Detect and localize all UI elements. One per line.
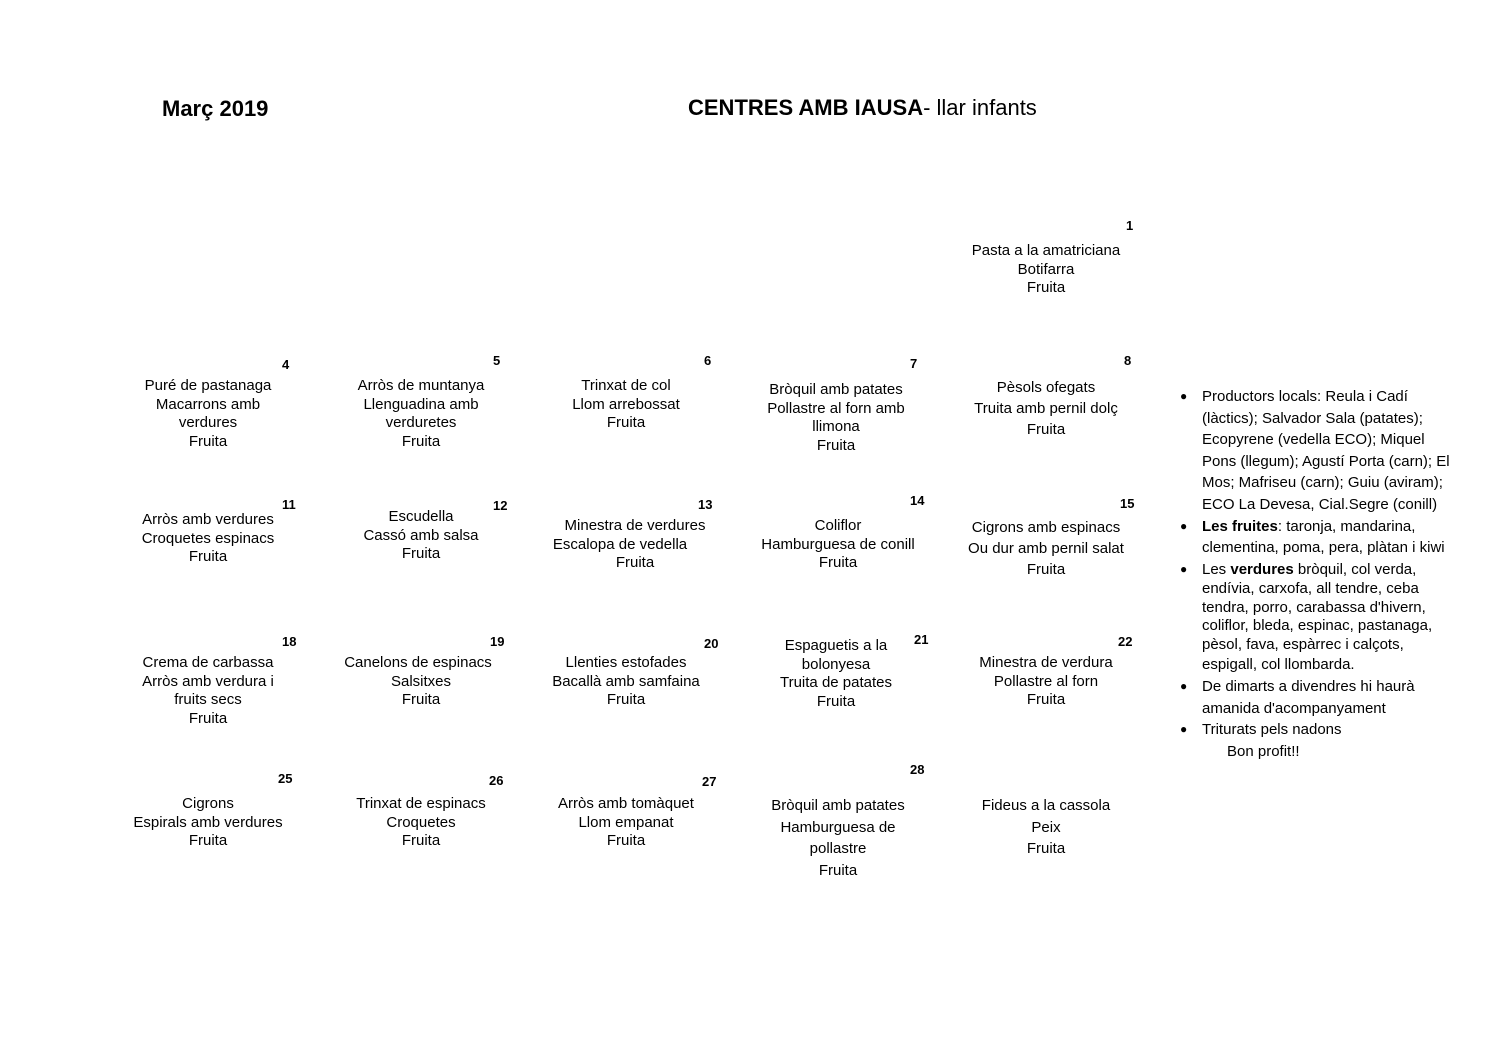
day-number: 21 (914, 632, 929, 647)
menu-line: Bròquil amb patates (771, 797, 905, 814)
day-number: 22 (1118, 634, 1133, 649)
menu-lines (946, 654, 1146, 710)
day-number: 11 (282, 497, 296, 512)
menu-line: Espaguetis a la (784, 637, 888, 654)
day-1-cell (946, 218, 1146, 348)
menu-lines (946, 377, 1146, 440)
day-number: 7 (910, 356, 918, 371)
day-number: 15 (1120, 496, 1135, 511)
note-text: bròquil, col verda, (1293, 560, 1417, 578)
menu-line: Fideus a la cassola (981, 797, 1111, 814)
day-19-cell (318, 634, 518, 764)
day-number: 12 (493, 498, 508, 513)
menu-line: Trinxat de col (581, 377, 671, 394)
note-local-producers (1180, 386, 1480, 516)
day-22-cell (946, 634, 1146, 764)
menu-line: Arròs amb tomàquet (558, 795, 694, 812)
day-number: 25 (278, 771, 293, 786)
menu-lines (526, 377, 726, 433)
day-number: 19 (490, 634, 505, 649)
menu-lines (321, 377, 521, 451)
day-11-cell (108, 497, 308, 627)
bullet-icon: ● (1180, 561, 1188, 576)
day-21-cell (736, 632, 936, 762)
menu-line: Botifarra (1017, 260, 1075, 278)
day-29-cell (946, 771, 1146, 901)
day-26-cell (321, 773, 521, 903)
menu-line: fruits secs (174, 691, 242, 708)
menu-lines (108, 377, 308, 451)
menu-line: Fruita (188, 432, 228, 450)
menu-line: Pasta a la amatriciana (971, 242, 1121, 259)
menu-line: Canelons de espinacs (344, 654, 492, 671)
menu-lines (321, 508, 521, 564)
menu-lines (108, 795, 308, 851)
day-18-cell (108, 634, 308, 764)
menu-line: Arròs amb verdures (142, 511, 274, 528)
note-bold: verdures (1230, 560, 1294, 578)
day-5-cell (321, 353, 521, 483)
note-line: (làctics); Salvador Sala (patates); (1202, 409, 1423, 427)
note-text: Les (1202, 560, 1231, 578)
note-bold: Les fruites (1202, 517, 1278, 535)
day-13-cell (535, 497, 735, 627)
day-7-cell (736, 356, 936, 486)
menu-line: Fruita (188, 832, 228, 849)
bullet-icon: ● (1180, 678, 1188, 693)
menu-lines (946, 517, 1146, 580)
day-6-cell (526, 353, 726, 483)
day-number: 13 (698, 497, 713, 512)
menu-line: Fruita (1026, 691, 1066, 708)
menu-lines (526, 654, 726, 710)
day-number: 8 (1124, 353, 1132, 368)
menu-line: Fruita (188, 709, 228, 727)
day-15-cell (946, 496, 1146, 626)
notes-panel (1180, 386, 1480, 741)
menu-line: Cigrons (182, 795, 234, 812)
note-line (1202, 559, 1480, 581)
note-text: : taronja, mandarina, (1277, 517, 1416, 535)
note-salad (1180, 676, 1480, 719)
note-line: Productors locals: Reula i Cadí (1202, 388, 1408, 405)
menu-line: Arròs de muntanya (357, 377, 485, 394)
menu-line: Salsitxes (390, 672, 452, 690)
note-line: endívia, carxofa, all tendre, ceba (1202, 580, 1419, 598)
day-number: 1 (1126, 218, 1134, 233)
menu-line: Coliflor (814, 517, 862, 534)
menu-line: Fruita (606, 414, 646, 431)
day-number: 14 (910, 493, 925, 508)
menu-line: Arròs amb verdura i (142, 672, 274, 690)
day-25-cell (108, 771, 308, 901)
menu-line: Fruita (816, 692, 856, 710)
bullet-icon: ● (1180, 389, 1188, 403)
bullet-icon: ● (1180, 722, 1188, 737)
day-8-cell (946, 353, 1146, 483)
menu-line: Fruita (1026, 840, 1066, 857)
menu-line: Fruita (1026, 421, 1066, 438)
bon-profit-text: Bon profit!! (1227, 743, 1300, 760)
menu-line: Fruita (188, 548, 228, 565)
note-line: coliflor, bleda, espinac, pastanaga, (1202, 617, 1433, 635)
note-line: ECO La Devesa, Cial.Segre (conill) (1202, 495, 1438, 513)
menu-line: verdures (178, 414, 238, 431)
note-line: Mos; Mafriseu (carn); Guiu (aviram); (1202, 474, 1443, 492)
menu-lines (738, 795, 938, 881)
menu-lines (526, 795, 726, 851)
menu-line: Llom arrebossat (572, 395, 680, 413)
day-number: 18 (282, 634, 297, 649)
note-vegetables (1180, 559, 1480, 676)
menu-lines (946, 795, 1146, 860)
note-line: De dimarts a divendres hi haurà (1202, 677, 1415, 695)
menu-line: Truita amb pernil dolç (974, 400, 1118, 417)
menu-line: verduretes (385, 414, 457, 431)
day-28-cell (738, 762, 938, 892)
menu-line: Escudella (388, 508, 454, 525)
day-27-cell (526, 774, 726, 904)
note-line (1202, 516, 1480, 538)
day-number: 5 (493, 353, 501, 368)
menu-line: Fruita (401, 691, 441, 708)
menu-line: Macarrons amb (155, 395, 261, 413)
day-12-cell (321, 498, 521, 628)
title-rest: - llar infants (923, 95, 1037, 120)
menu-line: Fruita (615, 554, 655, 571)
menu-line: Pollastre al forn amb (767, 399, 905, 417)
menu-line: pollastre (809, 840, 867, 857)
day-number: 27 (702, 774, 717, 789)
menu-lines (318, 654, 518, 710)
menu-lines (736, 637, 936, 711)
menu-line: Peix (1031, 818, 1061, 836)
day-number: 4 (282, 357, 290, 372)
note-fruits (1180, 516, 1480, 559)
menu-line: Trinxat de espinacs (356, 795, 486, 812)
note-line: Pons (llegum); Agustí Porta (carn); El (1202, 452, 1450, 470)
day-number: 20 (704, 636, 719, 651)
menu-lines (321, 795, 521, 851)
menu-line: Croquetes espinacs (141, 529, 275, 547)
menu-line: Hamburguesa de conill (761, 535, 915, 553)
menu-lines (738, 517, 938, 573)
menu-line: Cigrons amb espinacs (971, 519, 1121, 536)
note-line: amanida d'acompanyament (1202, 699, 1386, 717)
menu-line: Llom empanat (578, 813, 674, 831)
menu-line: Crema de carbassa (142, 654, 274, 671)
menu-line: Bacallà amb samfaina (552, 672, 700, 690)
menu-line: bolonyesa (801, 655, 871, 673)
menu-line: Hamburguesa de (780, 818, 896, 836)
menu-lines (946, 242, 1146, 298)
menu-lines (736, 381, 936, 455)
menu-line: Llenguadina amb (363, 395, 479, 413)
day-4-cell (108, 357, 308, 487)
page-title (688, 95, 1037, 121)
title-main: CENTRES AMB IAUSA (688, 95, 924, 120)
menu-lines (108, 654, 308, 728)
menu-line: Espirals amb verdures (133, 813, 283, 831)
day-number: 26 (489, 773, 504, 788)
menu-line: Fruita (818, 861, 858, 879)
menu-line: Escalopa de vedella (552, 535, 688, 553)
note-line: clementina, poma, pera, plàtan i kiwi (1202, 539, 1445, 557)
menu-line: Puré de pastanaga (144, 377, 272, 394)
menu-line: Pèsols ofegats (996, 379, 1096, 396)
menu-line: Minestra de verdures (564, 517, 706, 534)
day-14-cell (738, 493, 938, 623)
day-20-cell (526, 636, 726, 766)
menu-lines (108, 511, 308, 567)
menu-line: llimona (812, 418, 860, 435)
menu-lines (535, 517, 735, 573)
note-line: Triturats pels nadons (1202, 721, 1342, 739)
menu-line: Fruita (818, 554, 858, 571)
day-number: 28 (910, 762, 925, 777)
menu-line: Fruita (401, 545, 441, 562)
menu-line: Fruita (401, 832, 441, 849)
month-label: Març 2019 (162, 96, 269, 121)
menu-line: Pollastre al forn (993, 672, 1099, 690)
menu-line: Fruita (1026, 561, 1066, 578)
menu-line: Minestra de verdura (979, 654, 1113, 671)
menu-line: Fruita (606, 832, 646, 849)
menu-line: Croquetes (386, 813, 456, 831)
note-babies (1180, 719, 1480, 741)
note-line: Ecopyrene (vedella ECO); Miquel (1202, 431, 1425, 449)
bullet-icon: ● (1180, 518, 1188, 533)
note-line: pèsol, fava, espàrrec i calçots, (1202, 635, 1404, 653)
menu-line: Ou dur amb pernil salat (968, 540, 1124, 557)
notes-list (1180, 386, 1480, 741)
menu-line: Truita de patates (779, 674, 892, 691)
menu-line: Fruita (401, 432, 441, 450)
menu-line: Bròquil amb patates (769, 381, 903, 398)
note-line: tendra, porro, carabassa d'hivern, (1202, 598, 1426, 616)
menu-line: Llenties estofades (565, 654, 687, 671)
day-number: 6 (704, 353, 712, 368)
menu-line: Fruita (606, 691, 646, 708)
menu-line: Fruita (816, 436, 856, 454)
menu-line: Cassó amb salsa (363, 526, 479, 544)
menu-line: Fruita (1026, 279, 1066, 296)
note-line: espigall, col llombarda. (1202, 656, 1355, 674)
